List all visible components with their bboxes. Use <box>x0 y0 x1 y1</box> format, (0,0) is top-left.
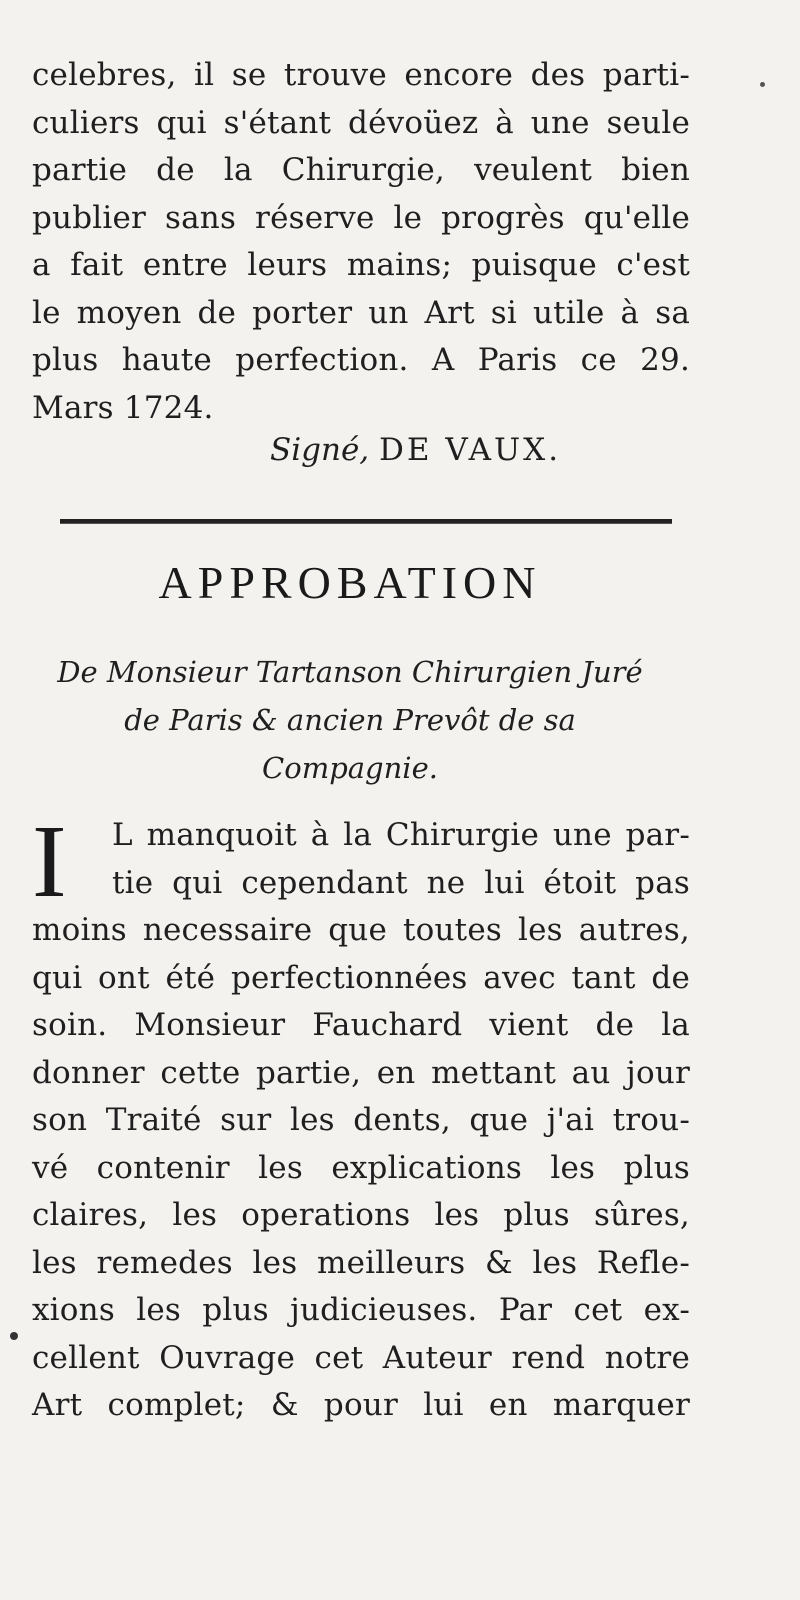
subheading-line: Compagnie. <box>262 751 438 785</box>
text-line: partie de la Chirurgie, veulent bien <box>32 152 690 188</box>
section-divider <box>60 519 672 524</box>
text-line: celebres, il se trouve encore des parti- <box>32 57 690 93</box>
text-line: son Traité sur les dents, que j'ai trou- <box>32 1102 690 1138</box>
text-line: moins necessaire que toutes les autres, <box>32 912 690 948</box>
text-line: claires, les operations les plus sûres, <box>32 1197 690 1233</box>
drop-cap: I <box>32 804 67 919</box>
subheading-line: De Monsieur Tartanson Chirurgien Juré <box>57 655 643 689</box>
text-line: Mars 1724. <box>32 389 214 426</box>
text-line: vé contenir les explications les plus <box>32 1149 690 1186</box>
top-paragraph <box>32 52 690 432</box>
ink-speck <box>10 1332 18 1340</box>
text-line: les remedes les meilleurs & les Refle- <box>32 1244 690 1281</box>
signature-name: DE VAUX. <box>379 432 562 468</box>
text-line: tie qui cependant ne lui étoit pas <box>112 864 690 901</box>
text-line: culiers qui s'étant dévoüez à une seule <box>32 104 690 141</box>
approbation-paragraph <box>32 804 690 1430</box>
subheading-line: de Paris & ancien Prevôt de sa <box>124 703 576 737</box>
signature <box>270 432 561 468</box>
text-line: xions les plus judicieuses. Par cet ex- <box>32 1292 690 1328</box>
text-line: L manquoit à la Chirurgie une par- <box>112 817 690 853</box>
text-line: publier sans réserve le progrès qu'elle <box>32 199 690 236</box>
text-line: le moyen de porter un Art si utile à sa <box>32 294 690 331</box>
text-line: qui ont été perfectionnées avec tant de <box>32 959 690 996</box>
signature-label: Signé, <box>270 432 370 468</box>
text-line: donner cette partie, en mettant au jour <box>32 1054 690 1091</box>
section-subheading <box>0 648 700 792</box>
section-heading: APPROBATION <box>158 557 542 608</box>
text-line: cellent Ouvrage cet Auteur rend notre <box>32 1339 690 1376</box>
ink-speck <box>760 82 765 87</box>
text-line: a fait entre leurs mains; puisque c'est <box>32 247 690 283</box>
text-line: Art complet; & pour lui en marquer <box>32 1387 690 1423</box>
text-line: soin. Monsieur Fauchard vient de la <box>32 1007 690 1043</box>
text-line: plus haute perfection. A Paris ce 29. <box>32 342 690 378</box>
